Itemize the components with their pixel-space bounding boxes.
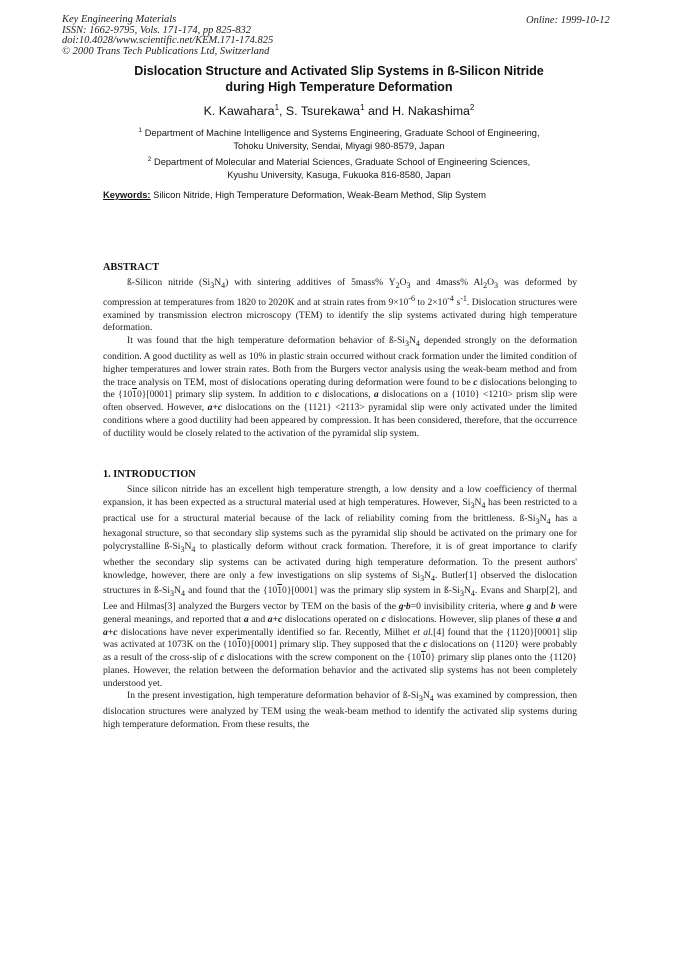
keywords	[103, 190, 486, 200]
issn-line: ISSN: 1662-9795, Vols. 171-174, pp 825-832	[62, 24, 251, 36]
copyright-line: © 2000 Trans Tech Publications Ltd, Switzerland	[62, 45, 270, 57]
paper-title-line-2: during High Temperature Deformation	[225, 80, 453, 94]
affiliation-2: $^2$ Department of Molecular and Material Sciences, Graduate School of Engineering Sciences, Kyushu University, Kasuga, Fukuoka 816-8580, Japan	[147, 156, 531, 180]
introduction-paragraph-1: Since silicon nitride has an excellent high temperature strength, a low density and a low coefficiency of thermal expansion, it has been expected as a structural material used at high temperatures. However, $Si_3N_4$ has been restricted to a practical use for a structural material because of the lack of reliability coming from the brittleness. $ß-Si_3N_4$ has a hexagonal structure, so that secondary slip systems such as the pyramidal slip should be activated on the primary one for polycrystalline $ß-Si_3N_4$ to plastically deform without crack formation. Therefore, it is of great importance to clarify whether the secondary slip systems can be activated during high temperature deformation. To the present authors' knowledge, however, there are only a few investigations on slip systems of $Si_3N_4$. Butler[1] observed the dislocation structures in $ß-Si_3N_4$ and found that the {1010}[0001] was the primary slip system in $ß-Si_3N_4$. Evans and Sharp[2], and Lee and Hilmas[3] analyzed the Burgers vector by TEM on the basis of the g·b=0 invisibility criteria, where g and b were general meanings, and reported that a and a+c dislocations operated on c dislocations. However, slip planes of these a and a+c dislocations have never experimentally identified so far. Recently, Milhet et al.[4] found that the {1120}[0001] slip was activated at 1073K on the {1010}[0001] primary slip. They supposed that the c dislocations on {1120} were probably as a result of the cross-slip of c dislocations with the screw component on the {1010} primary slip planes onto the {1120} planes. However, the relation between the deformation behavior and the activated slip systems has not been completely understood yet.	[103, 484, 577, 689]
keywords-text: Silicon Nitride, High Temperature Deformation, Weak-Beam Method, Slip System	[153, 190, 487, 200]
online-date: Online: 1999-10-12	[526, 15, 610, 26]
author-name: H. Nakashima	[392, 104, 470, 119]
introduction-paragraph-2: In the present investigation, high temperature deformation behavior of $ß-Si_3N_4$ was examined by compression, then dislocation structures were analyzed by TEM using the weak-beam method to identify the activated slip systems during high temperature deformation. From these results, the	[103, 690, 577, 730]
keywords-label: Keywords:	[103, 190, 151, 200]
author-name: K. Kawahara	[203, 104, 275, 119]
author-list: K. Kawahara$^1$, S. Tsurekawa$^1$ and H. Nakashima$^2$	[203, 103, 475, 119]
affiliation-mark: 1	[360, 103, 365, 112]
affiliation-mark: 2	[469, 103, 475, 112]
affiliation-mark: 1	[274, 103, 280, 112]
abstract-body	[103, 277, 577, 441]
introduction-body	[103, 484, 577, 732]
abstract-paragraph-2: It was found that the high temperature deformation behavior of $ß-Si_3N_4$ depended strongly on the deformation condition. A good ductility as well as 10% in plastic strain occurred without crack formation under the limited condition of higher temperatures and lower strain rates. Both from the Burgers vector analysis using the weak-beam method and from the trace analysis on TEM, most of dislocations operating during deformation were found to be c dislocations belonging to the {1010}[0001] primary slip system. In addition to c dislocations, a dislocations on a {1010} <1210> prism slip were often observed. However, a+c dislocations on the {1121} <2113> pyramidal slip were only activated under the limited conditions where a good ductility had been appeared by compression. It has been considered, therefore, that the occurrence of ductility would be closely related to the activation of the pyramidal slip system.	[103, 335, 577, 439]
paper-title-line-1: Dislocation Structure and Activated Slip Systems in ß-Silicon Nitride	[134, 64, 544, 78]
doi-line[interactable]: doi:10.4028/www.scientific.net/KEM.171-174.825	[62, 35, 274, 47]
introduction-heading: 1. INTRODUCTION	[103, 469, 196, 480]
journal-name: Key Engineering Materials	[62, 14, 177, 25]
affiliation-1: $^1$ Department of Machine Intelligence and Systems Engineering, Graduate School of Engineering, Tohoku University, Sendai, Miyagi 980-8579, Japan	[138, 127, 540, 151]
abstract-heading: ABSTRACT	[103, 262, 160, 273]
author-name: S. Tsurekawa	[285, 104, 361, 119]
abstract-paragraph-1: ß-Silicon nitride $(Si_3N_4)$ with sintering additives of 5mass% $Y_2O_3$ and 4mass% $Al_2O_3$ was deformed by compression at temperatures from 1820 to 2020K and at strain rates from $9\times 10^{-6}$ to $2\times 10^{-4}$ $s^{-1}$. Dislocation structures were examined by transmission electron microscopy (TEM) to identify the slip systems activated during high temperature deformation.	[103, 277, 578, 334]
